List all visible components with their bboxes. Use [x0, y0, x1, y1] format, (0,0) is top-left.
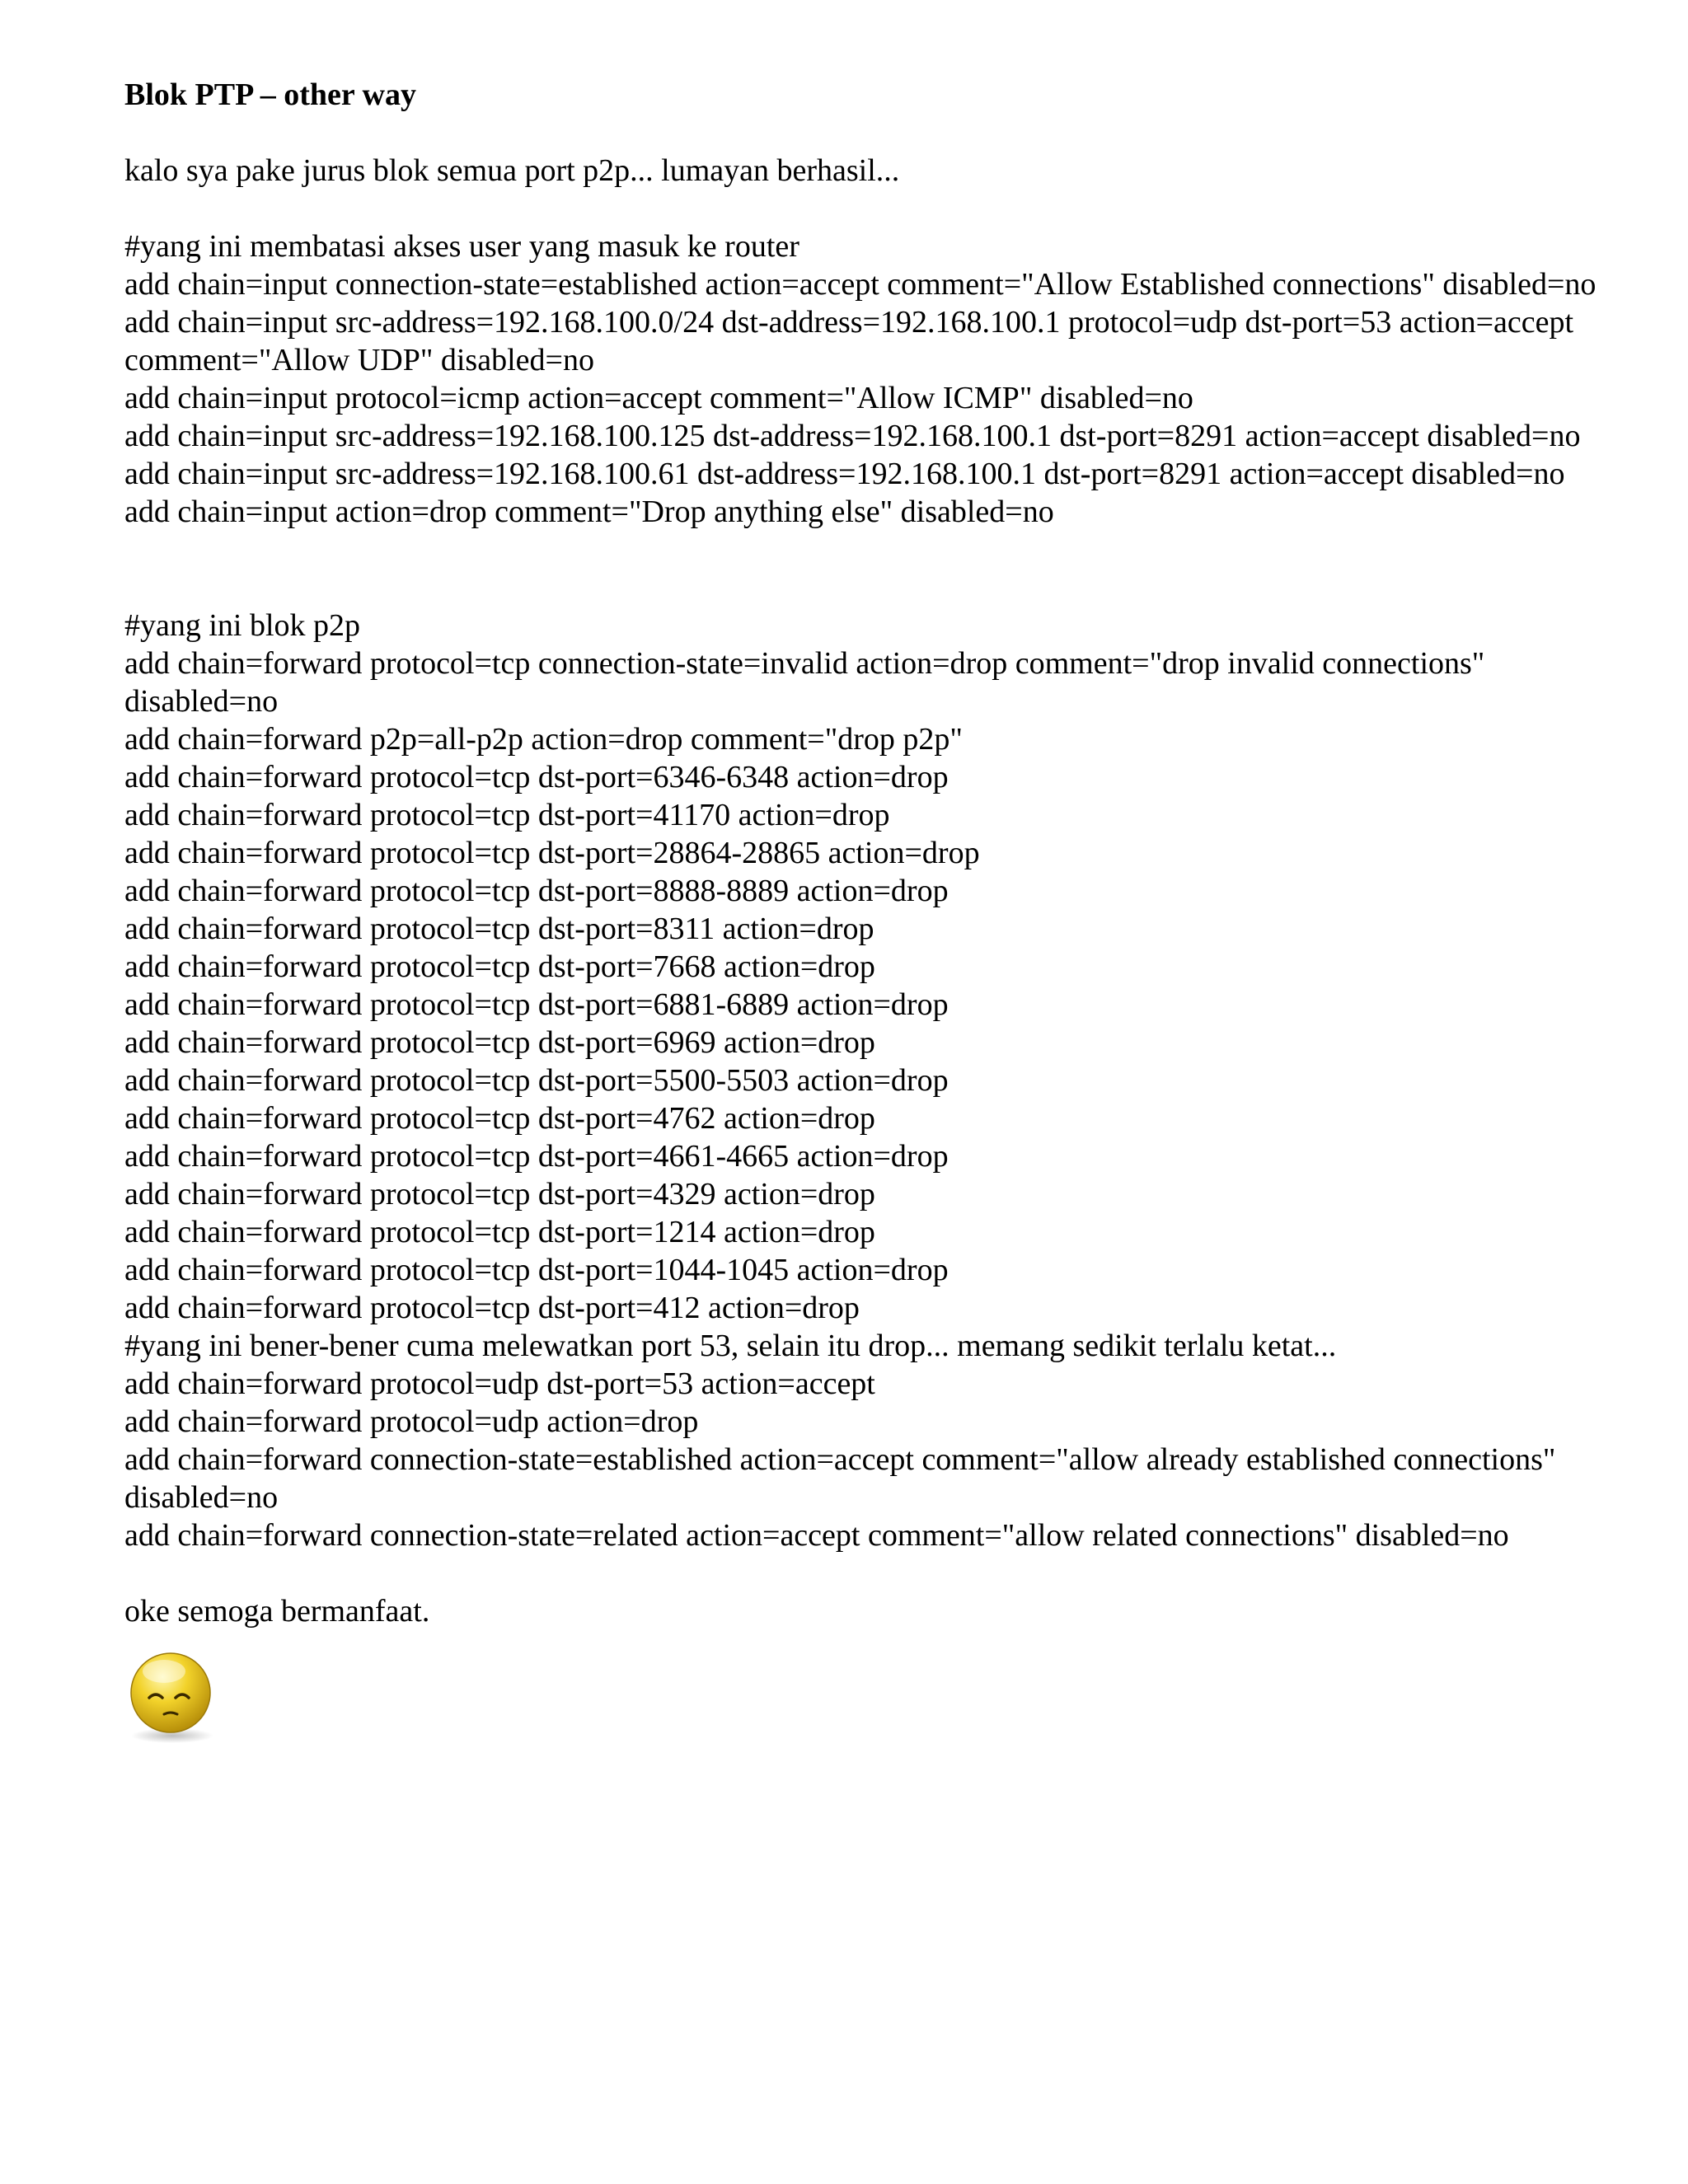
code-line: #yang ini bener-bener cuma melewatkan port 53, selain itu drop... memang sedikit terlalu ketat...: [124, 1329, 1337, 1363]
code-line: #yang ini membatasi akses user yang masuk ke router: [124, 229, 799, 264]
section-gap: [124, 531, 1608, 607]
code-line: add chain=input src-address=192.168.100.0/24 dst-address=192.168.100.1 protocol=udp dst-port=53 action=accept comment="Allow UDP" disabled=no: [124, 305, 1574, 377]
code-line: add chain=forward protocol=tcp dst-port=7668 action=drop: [124, 949, 875, 984]
code-line: add chain=forward protocol=udp action=drop: [124, 1404, 699, 1439]
document-page: [124, 76, 1608, 1746]
code-line: add chain=forward protocol=tcp dst-port=8311 action=drop: [124, 912, 874, 946]
code-line: add chain=forward protocol=tcp dst-port=41170 action=drop: [124, 798, 890, 832]
code-line: #yang ini blok p2p: [124, 608, 361, 643]
code-line: add chain=forward protocol=tcp dst-port=6881-6889 action=drop: [124, 987, 949, 1022]
closing-text: oke semoga bermanfaat.: [124, 1594, 430, 1629]
code-line: add chain=forward p2p=all-p2p action=drop comment="drop p2p": [124, 722, 963, 757]
code-line: add chain=forward connection-state=established action=accept comment="allow already established connections" disabled=no: [124, 1442, 1556, 1515]
code-line: add chain=forward protocol=tcp dst-port=4329 action=drop: [124, 1177, 875, 1212]
document-title: Blok PTP – other way: [124, 77, 416, 112]
code-line: add chain=input connection-state=established action=accept comment="Allow Established connections" disabled=no: [124, 267, 1597, 302]
section-p2p-rules: [124, 607, 1608, 1554]
code-line: add chain=forward protocol=tcp dst-port=1044-1045 action=drop: [124, 1253, 949, 1287]
closing-block: [124, 1592, 1608, 1746]
code-line: add chain=forward protocol=tcp dst-port=8888-8889 action=drop: [124, 874, 949, 908]
smiley-sleepy-icon: [124, 1650, 220, 1746]
section-input-rules: [124, 227, 1608, 531]
code-line: add chain=input src-address=192.168.100.125 dst-address=192.168.100.1 dst-port=8291 action=accept disabled=no: [124, 419, 1581, 453]
code-line: add chain=input protocol=icmp action=accept comment="Allow ICMP" disabled=no: [124, 381, 1193, 415]
code-line: add chain=forward protocol=tcp dst-port=28864-28865 action=drop: [124, 836, 980, 870]
code-line: add chain=forward protocol=tcp dst-port=4661-4665 action=drop: [124, 1139, 949, 1174]
code-line: add chain=input src-address=192.168.100.61 dst-address=192.168.100.1 dst-port=8291 action=accept disabled=no: [124, 457, 1565, 491]
code-line: add chain=forward protocol=tcp dst-port=4762 action=drop: [124, 1101, 875, 1136]
code-line: add chain=forward protocol=tcp dst-port=412 action=drop: [124, 1291, 860, 1325]
code-line: add chain=forward protocol=tcp dst-port=5500-5503 action=drop: [124, 1063, 949, 1098]
code-line: add chain=forward protocol=tcp dst-port=1214 action=drop: [124, 1215, 875, 1249]
code-line: add chain=forward protocol=tcp connection-state=invalid action=drop comment="drop invalid connections" disabled=no: [124, 646, 1485, 719]
code-line: add chain=forward connection-state=related action=accept comment="allow related connections" disabled=no: [124, 1518, 1509, 1553]
code-line: add chain=forward protocol=tcp dst-port=6969 action=drop: [124, 1025, 875, 1060]
code-line: add chain=input action=drop comment="Drop anything else" disabled=no: [124, 494, 1054, 529]
intro-paragraph: kalo sya pake jurus blok semua port p2p... lumayan berhasil...: [124, 153, 900, 188]
code-line: add chain=forward protocol=tcp dst-port=6346-6348 action=drop: [124, 760, 949, 794]
code-line: add chain=forward protocol=udp dst-port=53 action=accept: [124, 1366, 875, 1401]
smiley-svg: [124, 1650, 220, 1746]
